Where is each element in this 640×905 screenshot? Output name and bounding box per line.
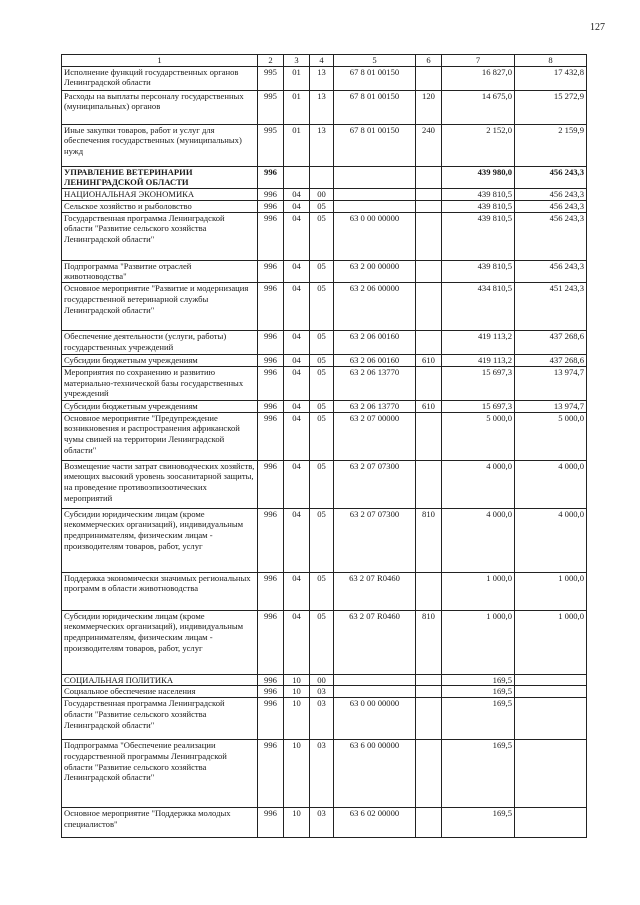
row-type-cell [416,412,442,460]
row-section-cell: 04 [284,366,310,400]
table-row [62,200,587,212]
row-amount-cell: 439 810,5 [442,260,515,282]
row-amount-cell: 1 000,0 [515,572,587,610]
row-subsection-cell: 03 [310,740,334,808]
row-amount-cell: 437 268,6 [515,331,587,355]
row-type-cell [416,572,442,610]
row-type-cell [416,460,442,508]
row-subsection-cell: 05 [310,260,334,282]
header-cell: 2 [258,55,284,67]
row-amount-cell: 15 697,3 [442,366,515,400]
row-code-cell: 996 [258,200,284,212]
row-section-cell: 04 [284,260,310,282]
row-name-cell: Субсидии бюджетным учреждениям [62,355,258,367]
row-code-cell: 996 [258,412,284,460]
row-type-cell: 610 [416,400,442,412]
row-target-cell: 63 2 07 R0460 [334,572,416,610]
budget-table [61,54,587,838]
table-row [62,698,587,740]
row-section-cell: 01 [284,66,310,90]
row-amount-cell: 169,5 [442,686,515,698]
row-code-cell: 996 [258,212,284,260]
row-code-cell: 996 [258,189,284,201]
row-name-cell: Расходы на выплаты персоналу государственных (муниципальных) органов [62,90,258,124]
row-section-cell: 04 [284,189,310,201]
row-amount-cell: 169,5 [442,808,515,838]
row-section-cell: 04 [284,412,310,460]
row-amount-cell: 456 243,3 [515,189,587,201]
row-section-cell: 04 [284,610,310,674]
row-code-cell: 996 [258,331,284,355]
row-amount-cell: 2 159,9 [515,124,587,166]
row-amount-cell: 456 243,3 [515,200,587,212]
table-row [62,508,587,572]
row-code-cell: 996 [258,283,284,331]
row-target-cell: 63 2 06 13770 [334,366,416,400]
row-name-cell: Подпрограмма "Обеспечение реализации государственной программы Ленинградской области "Развитие сельского хозяйства Ленинградской области" [62,740,258,808]
row-section-cell: 10 [284,686,310,698]
table-row [62,355,587,367]
row-amount-cell: 439 810,5 [442,212,515,260]
row-amount-cell: 419 113,2 [442,331,515,355]
row-section-cell: 04 [284,283,310,331]
row-amount-cell: 451 243,3 [515,283,587,331]
row-name-cell: Основное мероприятие "Предупреждение возникновения и распространения африканской чумы свиней на территории Ленинградской области" [62,412,258,460]
row-amount-cell: 1 000,0 [515,610,587,674]
row-name-cell: Государственная программа Ленинградской области "Развитие сельского хозяйства Ленинградской области" [62,212,258,260]
row-name-cell: СОЦИАЛЬНАЯ ПОЛИТИКА [62,674,258,686]
row-type-cell [416,200,442,212]
row-amount-cell: 5 000,0 [442,412,515,460]
row-code-cell: 996 [258,460,284,508]
row-type-cell [416,686,442,698]
row-name-cell: Возмещение части затрат свиноводческих хозяйств, имеющих высокий уровень зоосанитарной защиты, на проведение противоэпизоотических мероприятий [62,460,258,508]
row-amount-cell: 456 243,3 [515,212,587,260]
row-amount-cell: 4 000,0 [515,460,587,508]
row-name-cell: Субсидии юридическим лицам (кроме некоммерческих организаций), индивидуальным предпринимателям, физическим лицам - производителям товаров, работ, услуг [62,610,258,674]
row-amount-cell [515,686,587,698]
row-target-cell: 63 6 02 00000 [334,808,416,838]
row-amount-cell: 13 974,7 [515,400,587,412]
row-type-cell: 120 [416,90,442,124]
header-cell: 8 [515,55,587,67]
row-code-cell: 996 [258,166,284,188]
table-row [62,166,587,188]
row-amount-cell: 439 980,0 [442,166,515,188]
row-amount-cell: 439 810,5 [442,200,515,212]
row-code-cell: 996 [258,698,284,740]
row-name-cell: Сельское хозяйство и рыболовство [62,200,258,212]
row-name-cell: Субсидии бюджетным учреждениям [62,400,258,412]
row-target-cell: 63 2 06 00160 [334,331,416,355]
header-cell: 6 [416,55,442,67]
row-amount-cell: 17 432,8 [515,66,587,90]
row-target-cell: 63 0 00 00000 [334,698,416,740]
row-name-cell: Основное мероприятие "Развитие и модернизация государственной ветеринарной службы Ленинградской области" [62,283,258,331]
row-name-cell: Мероприятия по сохранению и развитию материально-технической базы государственных учреждений [62,366,258,400]
row-type-cell [416,674,442,686]
row-subsection-cell: 05 [310,610,334,674]
table-row [62,572,587,610]
row-section-cell: 01 [284,124,310,166]
table-row [62,412,587,460]
table-row [62,331,587,355]
row-amount-cell [515,808,587,838]
table-row [62,90,587,124]
row-subsection-cell: 05 [310,331,334,355]
row-code-cell: 995 [258,124,284,166]
row-section-cell: 04 [284,572,310,610]
row-name-cell: Исполнение функций государственных органов Ленинградской области [62,66,258,90]
row-target-cell: 63 2 07 R0460 [334,610,416,674]
row-section-cell: 10 [284,674,310,686]
row-target-cell: 63 2 06 00000 [334,283,416,331]
row-subsection-cell: 13 [310,124,334,166]
row-type-cell [416,283,442,331]
row-subsection-cell [310,166,334,188]
row-target-cell [334,200,416,212]
row-name-cell: Основное мероприятие "Поддержка молодых специалистов" [62,808,258,838]
row-code-cell: 996 [258,508,284,572]
row-type-cell [416,366,442,400]
page-number: 127 [590,22,605,33]
row-subsection-cell: 03 [310,698,334,740]
row-name-cell: Социальное обеспечение населения [62,686,258,698]
row-amount-cell: 437 268,6 [515,355,587,367]
row-amount-cell: 4 000,0 [515,508,587,572]
row-amount-cell: 169,5 [442,698,515,740]
row-target-cell: 67 8 01 00150 [334,124,416,166]
row-amount-cell: 5 000,0 [515,412,587,460]
row-amount-cell [515,674,587,686]
row-name-cell: НАЦИОНАЛЬНАЯ ЭКОНОМИКА [62,189,258,201]
row-code-cell: 995 [258,66,284,90]
row-name-cell: Обеспечение деятельности (услуги, работы) государственных учреждений [62,331,258,355]
row-code-cell: 996 [258,686,284,698]
row-target-cell: 63 2 06 13770 [334,400,416,412]
table-row [62,189,587,201]
row-subsection-cell: 13 [310,66,334,90]
table-row [62,260,587,282]
row-amount-cell: 4 000,0 [442,508,515,572]
row-subsection-cell: 00 [310,189,334,201]
row-name-cell: УПРАВЛЕНИЕ ВЕТЕРИНАРИИ ЛЕНИНГРАДСКОЙ ОБЛАСТИ [62,166,258,188]
row-target-cell: 67 8 01 00150 [334,66,416,90]
row-name-cell: Государственная программа Ленинградской области "Развитие сельского хозяйства Ленинградской области" [62,698,258,740]
table-row [62,212,587,260]
row-name-cell: Субсидии юридическим лицам (кроме некоммерческих организаций), индивидуальным предпринимателям, физическим лицам - производителям товаров, работ, услуг [62,508,258,572]
row-type-cell [416,189,442,201]
row-section-cell [284,166,310,188]
row-section-cell: 04 [284,508,310,572]
row-code-cell: 995 [258,90,284,124]
row-name-cell: Иные закупки товаров, работ и услуг для обеспечения государственных (муниципальных) нужд [62,124,258,166]
table-row [62,740,587,808]
row-code-cell: 996 [258,260,284,282]
row-amount-cell: 13 974,7 [515,366,587,400]
row-subsection-cell: 05 [310,212,334,260]
header-cell: 7 [442,55,515,67]
row-section-cell: 04 [284,212,310,260]
row-amount-cell: 15 697,3 [442,400,515,412]
row-section-cell: 04 [284,355,310,367]
row-target-cell: 63 6 00 00000 [334,740,416,808]
row-amount-cell: 439 810,5 [442,189,515,201]
table-row [62,400,587,412]
row-amount-cell: 15 272,9 [515,90,587,124]
row-type-cell [416,260,442,282]
row-section-cell: 04 [284,331,310,355]
row-code-cell: 996 [258,355,284,367]
row-target-cell: 63 2 07 07300 [334,508,416,572]
row-type-cell [416,808,442,838]
row-subsection-cell: 05 [310,412,334,460]
row-amount-cell: 1 000,0 [442,610,515,674]
row-type-cell: 810 [416,610,442,674]
row-code-cell: 996 [258,400,284,412]
row-section-cell: 10 [284,698,310,740]
row-subsection-cell: 03 [310,808,334,838]
row-amount-cell: 169,5 [442,674,515,686]
row-target-cell: 63 2 06 00160 [334,355,416,367]
row-name-cell: Подпрограмма "Развитие отраслей животноводства" [62,260,258,282]
row-subsection-cell: 05 [310,200,334,212]
row-target-cell: 67 8 01 00150 [334,90,416,124]
row-code-cell: 996 [258,572,284,610]
row-amount-cell [515,698,587,740]
row-subsection-cell: 05 [310,460,334,508]
row-target-cell: 63 2 07 00000 [334,412,416,460]
row-section-cell: 01 [284,90,310,124]
row-section-cell: 04 [284,400,310,412]
row-code-cell: 996 [258,674,284,686]
row-subsection-cell: 05 [310,508,334,572]
row-subsection-cell: 05 [310,572,334,610]
row-type-cell [416,698,442,740]
row-type-cell: 240 [416,124,442,166]
row-subsection-cell: 05 [310,283,334,331]
row-type-cell [416,166,442,188]
table-row [62,686,587,698]
table-row [62,460,587,508]
row-section-cell: 10 [284,740,310,808]
row-type-cell [416,740,442,808]
header-cell: 3 [284,55,310,67]
table-row [62,124,587,166]
row-amount-cell: 1 000,0 [442,572,515,610]
row-code-cell: 996 [258,610,284,674]
row-target-cell [334,166,416,188]
row-target-cell: 63 0 00 00000 [334,212,416,260]
row-type-cell: 610 [416,355,442,367]
header-cell: 5 [334,55,416,67]
row-amount-cell: 4 000,0 [442,460,515,508]
row-subsection-cell: 05 [310,366,334,400]
row-amount-cell [515,740,587,808]
row-amount-cell: 2 152,0 [442,124,515,166]
row-type-cell: 810 [416,508,442,572]
header-row [62,55,587,67]
table-row [62,66,587,90]
header-cell: 4 [310,55,334,67]
table-row [62,283,587,331]
row-subsection-cell: 03 [310,686,334,698]
row-amount-cell: 456 243,3 [515,166,587,188]
row-type-cell [416,66,442,90]
row-amount-cell: 419 113,2 [442,355,515,367]
row-section-cell: 04 [284,460,310,508]
row-target-cell: 63 2 00 00000 [334,260,416,282]
row-type-cell [416,212,442,260]
row-section-cell: 10 [284,808,310,838]
table-row [62,674,587,686]
row-subsection-cell: 00 [310,674,334,686]
row-code-cell: 996 [258,366,284,400]
row-code-cell: 996 [258,808,284,838]
row-code-cell: 996 [258,740,284,808]
table-row [62,610,587,674]
row-amount-cell: 14 675,0 [442,90,515,124]
header-cell: 1 [62,55,258,67]
row-subsection-cell: 13 [310,90,334,124]
row-amount-cell: 16 827,0 [442,66,515,90]
row-amount-cell: 434 810,5 [442,283,515,331]
row-name-cell: Поддержка экономически значимых региональных программ в области животноводства [62,572,258,610]
row-target-cell [334,189,416,201]
row-amount-cell: 456 243,3 [515,260,587,282]
row-target-cell: 63 2 07 07300 [334,460,416,508]
row-subsection-cell: 05 [310,355,334,367]
table-row [62,366,587,400]
row-subsection-cell: 05 [310,400,334,412]
table-body [62,55,587,838]
row-type-cell [416,331,442,355]
row-target-cell [334,674,416,686]
row-target-cell [334,686,416,698]
row-amount-cell: 169,5 [442,740,515,808]
row-section-cell: 04 [284,200,310,212]
table-row [62,808,587,838]
